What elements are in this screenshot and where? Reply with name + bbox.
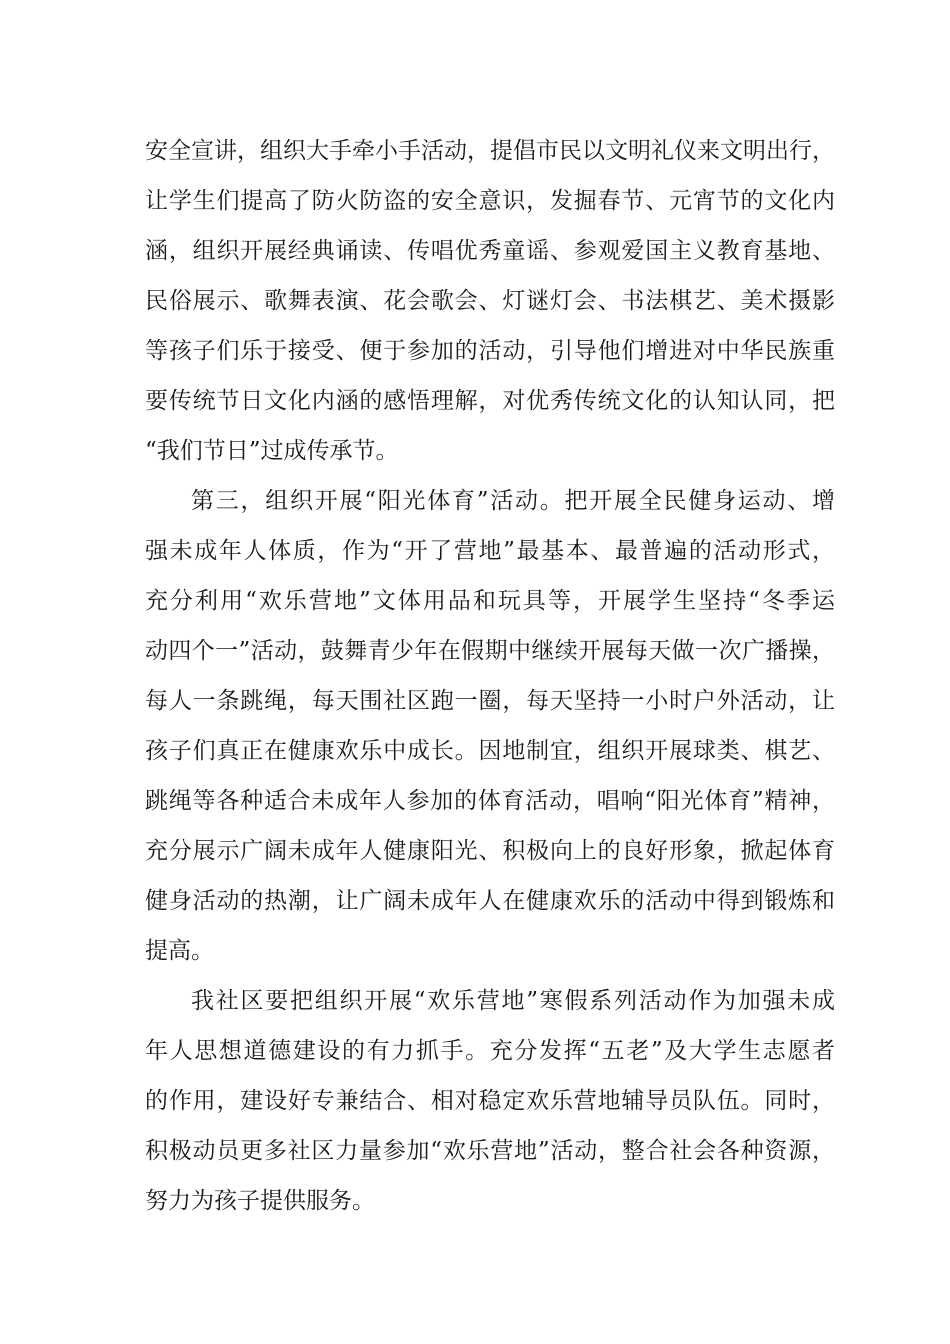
text-line: 充分利用“欢乐营地”文体用品和玩具等，开展学生坚持“冬季运 [145, 588, 835, 614]
text-line: 安全宣讲，组织大手牵小手活动，提倡市民以文明礼仪来文明出行， [145, 138, 835, 164]
paragraph-2 [145, 476, 835, 976]
paragraph-1 [145, 126, 835, 476]
text-line: 第三，组织开展“阳光体育”活动。把开展全民健身运动、增 [191, 488, 835, 514]
text-line: “我们节日”过成传承节。 [145, 438, 399, 464]
document-body [145, 126, 835, 1226]
text-line: 民俗展示、歌舞表演、花会歌会、灯谜灯会、书法棋艺、美术摄影 [145, 288, 835, 314]
text-line: 孩子们真正在健康欢乐中成长。因地制宜，组织开展球类、棋艺、 [145, 738, 835, 764]
text-line: 让学生们提高了防火防盗的安全意识，发掘春节、元宵节的文化内 [145, 188, 835, 214]
text-line: 强未成年人体质，作为“开了营地”最基本、最普遍的活动形式， [145, 538, 835, 564]
text-line: 健身活动的热潮，让广阔未成年人在健康欢乐的活动中得到锻炼和 [145, 888, 835, 914]
paragraph-3 [145, 976, 835, 1226]
text-line: 年人思想道德建设的有力抓手。充分发挥“五老”及大学生志愿者 [145, 1038, 835, 1064]
text-line: 提高。 [145, 938, 214, 964]
text-line: 跳绳等各种适合未成年人参加的体育活动，唱响“阳光体育”精神， [145, 788, 835, 814]
text-line: 充分展示广阔未成年人健康阳光、积极向上的良好形象，掀起体育 [145, 838, 835, 864]
text-line: 要传统节日文化内涵的感悟理解，对优秀传统文化的认知认同，把 [145, 388, 835, 414]
text-line: 我社区要把组织开展“欢乐营地”寒假系列活动作为加强未成 [191, 988, 835, 1014]
text-line: 努力为孩子提供服务。 [145, 1188, 375, 1214]
text-line: 等孩子们乐于接受、便于参加的活动，引导他们增进对中华民族重 [145, 338, 835, 364]
text-line: 积极动员更多社区力量参加“欢乐营地”活动，整合社会各种资源， [145, 1138, 835, 1164]
text-line: 的作用，建设好专兼结合、相对稳定欢乐营地辅导员队伍。同时， [145, 1088, 835, 1114]
text-line: 涵，组织开展经典诵读、传唱优秀童谣、参观爱国主义教育基地、 [145, 238, 835, 264]
text-line: 每人一条跳绳，每天围社区跑一圈，每天坚持一小时户外活动，让 [145, 688, 835, 714]
text-line: 动四个一”活动，鼓舞青少年在假期中继续开展每天做一次广播操， [145, 638, 835, 664]
